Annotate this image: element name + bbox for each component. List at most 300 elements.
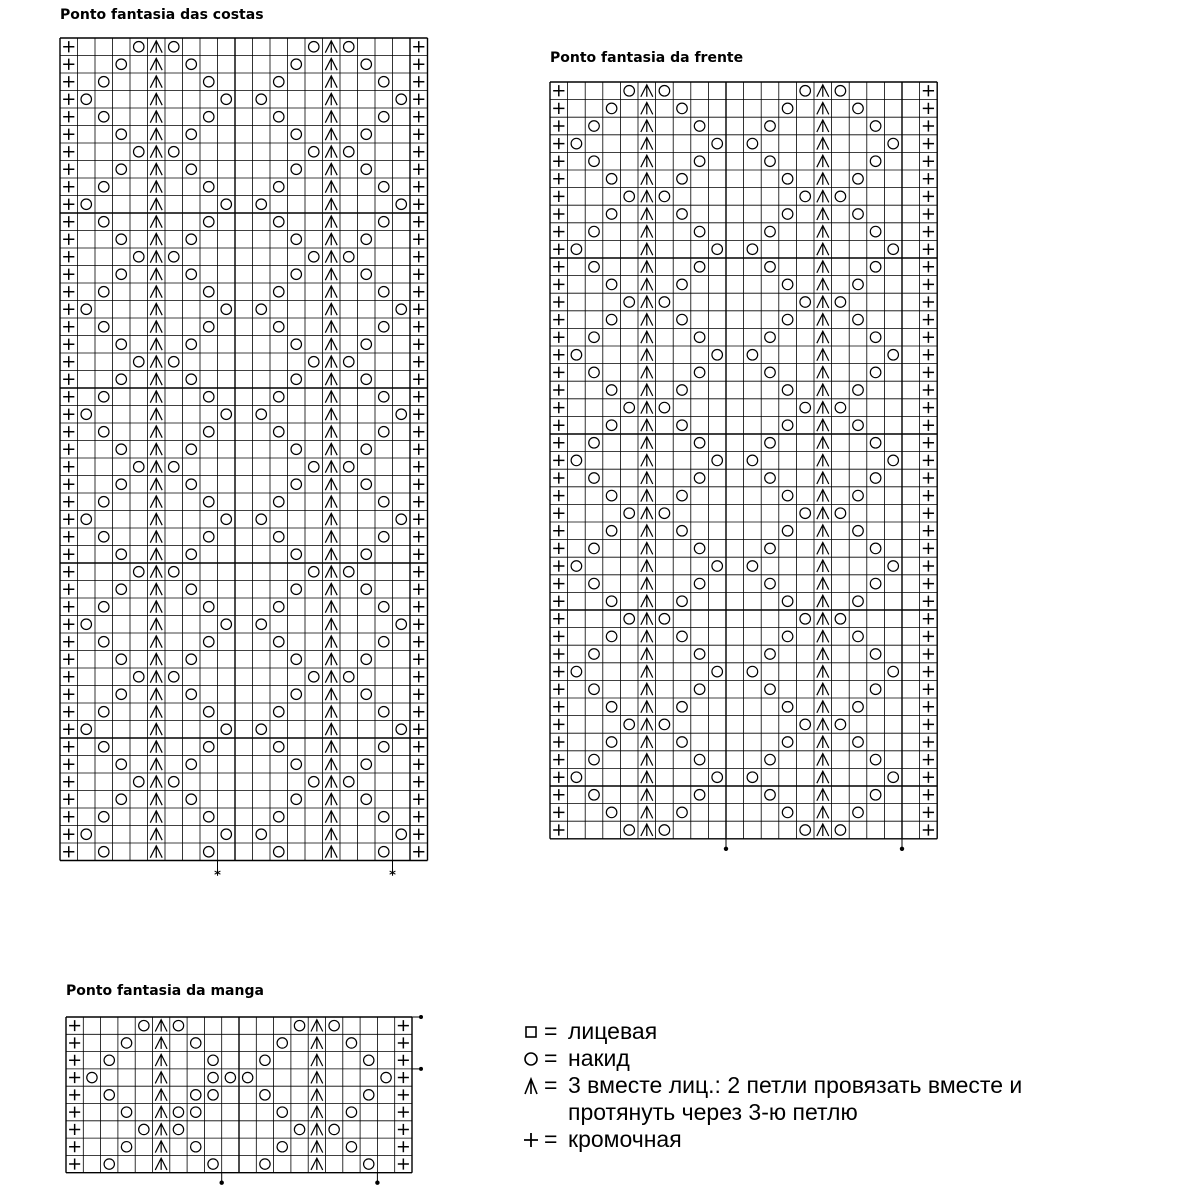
legend-equals: = bbox=[544, 1045, 558, 1071]
three-together-icon bbox=[150, 741, 162, 753]
three-together-icon bbox=[150, 391, 162, 403]
edge-stitch-icon bbox=[63, 146, 74, 157]
edge-stitch-icon bbox=[413, 829, 424, 840]
edge-stitch-icon bbox=[413, 566, 424, 577]
yarn-over-icon bbox=[104, 1159, 114, 1169]
three-together-icon bbox=[150, 58, 162, 70]
yarn-over-icon bbox=[659, 614, 670, 625]
edge-stitch-icon bbox=[413, 689, 424, 700]
three-together-icon bbox=[641, 173, 653, 185]
yarn-over-icon bbox=[694, 649, 705, 660]
yarn-over-icon bbox=[379, 77, 390, 88]
yarn-over-icon bbox=[309, 462, 320, 473]
three-together-icon bbox=[817, 736, 829, 748]
yarn-over-icon bbox=[800, 191, 811, 202]
yarn-over-icon bbox=[677, 103, 688, 114]
yarn-over-icon bbox=[186, 59, 197, 70]
yarn-over-icon bbox=[800, 508, 811, 519]
edge-stitch-icon bbox=[398, 1124, 409, 1135]
yarn-over-icon bbox=[589, 121, 600, 132]
three-together-icon bbox=[817, 226, 829, 238]
three-together-icon bbox=[325, 251, 337, 263]
yarn-over-icon bbox=[361, 234, 372, 245]
three-together-icon bbox=[325, 338, 337, 350]
edge-stitch-icon bbox=[923, 156, 934, 167]
three-together-icon bbox=[817, 630, 829, 642]
edge-stitch-icon bbox=[553, 807, 564, 818]
yarn-over-icon bbox=[571, 772, 582, 783]
yarn-over-icon bbox=[274, 742, 285, 753]
chart-title-front: Ponto fantasia da frente bbox=[550, 50, 744, 66]
yarn-over-icon bbox=[853, 490, 864, 501]
three-together-icon bbox=[325, 373, 337, 385]
yarn-over-icon bbox=[225, 1072, 235, 1082]
edge-stitch-icon bbox=[553, 261, 564, 272]
yarn-over-icon bbox=[204, 287, 215, 298]
three-together-icon bbox=[641, 648, 653, 660]
yarn-over-icon bbox=[99, 847, 110, 858]
yarn-over-icon bbox=[329, 1020, 339, 1030]
edge-stitch-icon bbox=[413, 251, 424, 262]
edge-stitch-icon bbox=[413, 636, 424, 647]
three-together-icon bbox=[325, 496, 337, 508]
yarn-over-icon bbox=[835, 825, 846, 836]
edge-stitch-icon bbox=[63, 531, 74, 542]
yarn-over-icon bbox=[274, 602, 285, 613]
edge-stitch-icon bbox=[398, 1020, 409, 1031]
yarn-over-icon bbox=[204, 217, 215, 228]
edge-stitch-icon bbox=[553, 85, 564, 96]
three-together-icon bbox=[641, 190, 653, 202]
edge-stitch-icon bbox=[63, 286, 74, 297]
three-together-icon bbox=[150, 93, 162, 105]
yarn-over-icon bbox=[888, 138, 899, 149]
yarn-over-icon bbox=[782, 420, 793, 431]
yarn-over-icon bbox=[277, 1038, 287, 1048]
yarn-over-icon bbox=[835, 614, 846, 625]
yarn-over-icon bbox=[344, 672, 355, 683]
edge-stitch-icon bbox=[63, 759, 74, 770]
three-together-icon bbox=[155, 1037, 167, 1049]
three-together-icon bbox=[817, 472, 829, 484]
three-together-icon bbox=[325, 846, 337, 858]
edge-stitch-icon bbox=[553, 120, 564, 131]
yarn-over-icon bbox=[396, 724, 407, 735]
three-together-icon bbox=[150, 548, 162, 560]
yarn-over-icon bbox=[186, 374, 197, 385]
yarn-over-icon bbox=[256, 829, 267, 840]
yarn-over-icon bbox=[121, 1038, 131, 1048]
yarn-over-icon bbox=[274, 77, 285, 88]
edge-stitch-icon bbox=[398, 1072, 409, 1083]
yarn-over-icon bbox=[870, 226, 881, 237]
yarn-over-icon bbox=[191, 1142, 201, 1152]
three-together-icon bbox=[817, 243, 829, 255]
edge-stitch-icon bbox=[63, 479, 74, 490]
yarn-over-icon bbox=[782, 702, 793, 713]
edge-stitch-icon bbox=[553, 596, 564, 607]
yarn-over-icon bbox=[379, 427, 390, 438]
three-together-icon bbox=[325, 513, 337, 525]
yarn-over-icon bbox=[835, 719, 846, 730]
yarn-over-icon bbox=[134, 357, 145, 368]
edge-stitch-icon bbox=[923, 332, 934, 343]
yarn-over-icon bbox=[606, 103, 617, 114]
yarn-over-icon bbox=[747, 244, 758, 255]
three-together-icon bbox=[641, 261, 653, 273]
yarn-over-icon bbox=[379, 742, 390, 753]
three-together-icon bbox=[641, 314, 653, 326]
yarn-over-icon bbox=[712, 138, 723, 149]
edge-stitch-icon bbox=[63, 846, 74, 857]
edge-stitch-icon bbox=[413, 391, 424, 402]
yarn-over-icon bbox=[256, 409, 267, 420]
sleeve-side-dot bbox=[419, 1067, 423, 1071]
three-together-icon bbox=[150, 303, 162, 315]
three-together-icon bbox=[325, 706, 337, 718]
three-together-icon bbox=[641, 226, 653, 238]
three-together-icon bbox=[641, 736, 653, 748]
yarn-over-icon bbox=[204, 392, 215, 403]
yarn-over-icon bbox=[694, 262, 705, 273]
three-together-icon bbox=[150, 338, 162, 350]
three-together-icon bbox=[150, 531, 162, 543]
yarn-over-icon bbox=[99, 322, 110, 333]
yarn-over-icon bbox=[134, 567, 145, 578]
yarn-over-icon bbox=[256, 514, 267, 525]
yarn-over-icon bbox=[571, 561, 582, 572]
edge-stitch-icon bbox=[553, 613, 564, 624]
yarn-over-icon bbox=[853, 314, 864, 325]
three-together-icon bbox=[150, 636, 162, 648]
yarn-over-icon bbox=[694, 543, 705, 554]
yarn-over-icon bbox=[606, 807, 617, 818]
three-together-icon bbox=[641, 683, 653, 695]
edge-stitch-icon bbox=[413, 216, 424, 227]
edge-stitch-icon bbox=[553, 472, 564, 483]
yarn-over-icon bbox=[624, 86, 635, 97]
edge-stitch-icon bbox=[63, 461, 74, 472]
yarn-over-icon bbox=[186, 269, 197, 280]
edge-stitch-icon bbox=[413, 724, 424, 735]
yarn-over-icon bbox=[694, 121, 705, 132]
yarn-over-icon bbox=[379, 707, 390, 718]
yarn-over-icon bbox=[606, 631, 617, 642]
yarn-over-icon bbox=[677, 702, 688, 713]
three-together-icon bbox=[641, 454, 653, 466]
yarn-over-icon bbox=[589, 473, 600, 484]
edge-stitch-icon bbox=[923, 631, 934, 642]
three-together-icon bbox=[325, 233, 337, 245]
edge-stitch-icon bbox=[63, 584, 74, 595]
three-together-icon bbox=[325, 128, 337, 140]
three-together-icon bbox=[325, 303, 337, 315]
front-repeat-dot bbox=[900, 847, 904, 851]
three-together-icon bbox=[325, 286, 337, 298]
edge-stitch-icon bbox=[63, 374, 74, 385]
legend-text-edge: кромочная bbox=[568, 1126, 682, 1152]
yarn-over-icon bbox=[291, 234, 302, 245]
three-together-icon bbox=[817, 806, 829, 818]
three-together-icon bbox=[325, 58, 337, 70]
yarn-over-icon bbox=[606, 174, 617, 185]
yarn-over-icon bbox=[186, 584, 197, 595]
edge-stitch-icon bbox=[413, 199, 424, 210]
yarn-over-icon bbox=[274, 217, 285, 228]
edge-stitch-icon bbox=[63, 619, 74, 630]
chart-title-back: Ponto fantasia das costas bbox=[60, 7, 264, 23]
yarn-over-icon bbox=[782, 490, 793, 501]
three-together-icon bbox=[325, 723, 337, 735]
yarn-over-icon bbox=[274, 322, 285, 333]
three-together-icon bbox=[150, 618, 162, 630]
legend-equals: = bbox=[544, 1018, 558, 1044]
yarn-over-icon bbox=[186, 234, 197, 245]
yarn-over-icon bbox=[870, 121, 881, 132]
three-together-icon bbox=[817, 102, 829, 114]
yarn-over-icon bbox=[169, 672, 180, 683]
yarn-over-icon bbox=[173, 1020, 183, 1030]
three-together-icon bbox=[817, 278, 829, 290]
yarn-over-icon bbox=[765, 473, 776, 484]
yarn-over-icon bbox=[624, 508, 635, 519]
three-together-icon bbox=[641, 490, 653, 502]
yarn-over-icon bbox=[747, 350, 758, 361]
three-together-icon bbox=[641, 806, 653, 818]
yarn-over-icon bbox=[274, 427, 285, 438]
yarn-over-icon bbox=[121, 1142, 131, 1152]
three-together-icon bbox=[817, 648, 829, 660]
three-together-icon bbox=[641, 120, 653, 132]
edge-stitch-icon bbox=[553, 332, 564, 343]
yarn-over-icon bbox=[677, 174, 688, 185]
yarn-over-icon bbox=[274, 392, 285, 403]
edge-stitch-icon bbox=[69, 1089, 80, 1100]
yarn-over-icon bbox=[116, 759, 127, 770]
yarn-over-icon bbox=[624, 297, 635, 308]
yarn-over-icon bbox=[116, 374, 127, 385]
yarn-over-icon bbox=[99, 392, 110, 403]
yarn-over-icon bbox=[173, 1124, 183, 1134]
edge-stitch-icon bbox=[923, 244, 934, 255]
three-together-icon bbox=[817, 789, 829, 801]
three-together-icon bbox=[641, 595, 653, 607]
yarn-over-icon bbox=[204, 812, 215, 823]
edge-stitch-icon bbox=[553, 772, 564, 783]
yarn-over-icon bbox=[694, 578, 705, 589]
yarn-over-icon bbox=[361, 654, 372, 665]
yarn-over-icon bbox=[344, 357, 355, 368]
edge-stitch-icon bbox=[69, 1072, 80, 1083]
edge-stitch-icon bbox=[63, 76, 74, 87]
three-together-icon bbox=[817, 754, 829, 766]
edge-stitch-icon bbox=[553, 824, 564, 835]
yarn-over-icon bbox=[712, 772, 723, 783]
edge-stitch-icon bbox=[63, 391, 74, 402]
three-together-icon bbox=[817, 771, 829, 783]
edge-stitch-icon bbox=[413, 304, 424, 315]
yarn-over-icon bbox=[186, 654, 197, 665]
yarn-over-icon bbox=[274, 847, 285, 858]
three-together-icon bbox=[641, 349, 653, 361]
edge-stitch-icon bbox=[923, 314, 934, 325]
yarn-over-icon bbox=[346, 1038, 356, 1048]
yarn-over-icon bbox=[870, 754, 881, 765]
yarn-over-icon bbox=[208, 1072, 218, 1082]
yarn-over-icon bbox=[116, 269, 127, 280]
yarn-over-icon bbox=[870, 262, 881, 273]
three-together-icon bbox=[150, 41, 162, 53]
three-together-icon bbox=[325, 671, 337, 683]
yarn-over-icon bbox=[173, 1107, 183, 1117]
edge-stitch-icon bbox=[63, 794, 74, 805]
three-together-icon bbox=[155, 1124, 167, 1136]
edge-stitch-icon bbox=[923, 384, 934, 395]
yarn-over-icon bbox=[309, 777, 320, 788]
sleeve-repeat-dot bbox=[375, 1181, 379, 1185]
three-together-icon bbox=[150, 128, 162, 140]
plus-icon bbox=[518, 1126, 544, 1153]
yarn-over-icon bbox=[291, 794, 302, 805]
three-together-icon bbox=[325, 688, 337, 700]
edge-stitch-icon bbox=[69, 1107, 80, 1118]
edge-stitch-icon bbox=[413, 146, 424, 157]
yarn-over-icon bbox=[139, 1124, 149, 1134]
three-together-icon bbox=[150, 723, 162, 735]
yarn-over-icon bbox=[204, 322, 215, 333]
edge-stitch-icon bbox=[553, 367, 564, 378]
yarn-over-icon bbox=[221, 829, 232, 840]
yarn-over-icon bbox=[186, 164, 197, 175]
yarn-over-icon bbox=[571, 244, 582, 255]
edge-stitch-icon bbox=[63, 321, 74, 332]
edge-stitch-icon bbox=[923, 719, 934, 730]
yarn-over-icon bbox=[677, 209, 688, 220]
edge-stitch-icon bbox=[413, 549, 424, 560]
edge-stitch-icon bbox=[553, 508, 564, 519]
three-together-icon bbox=[150, 76, 162, 88]
yarn-over-icon bbox=[589, 367, 600, 378]
yarn-over-icon bbox=[853, 209, 864, 220]
yarn-over-icon bbox=[747, 666, 758, 677]
yarn-over-icon bbox=[169, 147, 180, 158]
yarn-over-icon bbox=[835, 402, 846, 413]
edge-stitch-icon bbox=[413, 356, 424, 367]
yarn-over-icon bbox=[309, 672, 320, 683]
yarn-over-icon bbox=[782, 596, 793, 607]
legend bbox=[518, 1018, 1178, 1153]
three-together-icon bbox=[817, 190, 829, 202]
edge-stitch-icon bbox=[63, 811, 74, 822]
edge-stitch-icon bbox=[553, 402, 564, 413]
yarn-over-icon bbox=[291, 479, 302, 490]
yarn-over-icon bbox=[256, 724, 267, 735]
chart-back-grid bbox=[60, 38, 448, 884]
edge-stitch-icon bbox=[398, 1037, 409, 1048]
yarn-over-icon bbox=[606, 702, 617, 713]
edge-stitch-icon bbox=[553, 701, 564, 712]
edge-stitch-icon bbox=[413, 846, 424, 857]
three-together-icon bbox=[325, 566, 337, 578]
three-together-icon bbox=[150, 776, 162, 788]
three-together-icon bbox=[150, 268, 162, 280]
yarn-over-icon bbox=[765, 226, 776, 237]
edge-stitch-icon bbox=[553, 191, 564, 202]
yarn-over-icon bbox=[169, 462, 180, 473]
three-together-icon bbox=[155, 1141, 167, 1153]
three-together-icon bbox=[150, 181, 162, 193]
yarn-over-icon bbox=[309, 147, 320, 158]
three-together-icon bbox=[641, 384, 653, 396]
yarn-over-icon bbox=[361, 374, 372, 385]
yarn-over-icon bbox=[81, 829, 92, 840]
edge-stitch-icon bbox=[69, 1055, 80, 1066]
yarn-over-icon bbox=[677, 279, 688, 290]
yarn-over-icon bbox=[853, 103, 864, 114]
yarn-over-icon bbox=[712, 561, 723, 572]
three-together-icon bbox=[641, 208, 653, 220]
edge-stitch-icon bbox=[63, 181, 74, 192]
yarn-over-icon bbox=[765, 578, 776, 589]
yarn-over-icon bbox=[256, 94, 267, 105]
three-together-icon bbox=[817, 85, 829, 97]
edge-stitch-icon bbox=[63, 566, 74, 577]
three-together-icon bbox=[325, 478, 337, 490]
three-together-icon bbox=[641, 718, 653, 730]
three-together-icon bbox=[325, 531, 337, 543]
edge-stitch-icon bbox=[413, 41, 424, 52]
edge-stitch-icon bbox=[63, 339, 74, 350]
legend-item-edge bbox=[518, 1126, 1178, 1153]
edge-stitch-icon bbox=[553, 156, 564, 167]
yarn-over-icon bbox=[379, 112, 390, 123]
edge-stitch-icon bbox=[923, 525, 934, 536]
three-together-icon bbox=[155, 1054, 167, 1066]
yarn-over-icon bbox=[765, 438, 776, 449]
three-together-icon bbox=[641, 155, 653, 167]
edge-stitch-icon bbox=[553, 244, 564, 255]
three-together-icon bbox=[325, 426, 337, 438]
yarn-over-icon bbox=[99, 287, 110, 298]
edge-stitch-icon bbox=[63, 199, 74, 210]
yarn-over-icon bbox=[344, 777, 355, 788]
edge-stitch-icon bbox=[923, 472, 934, 483]
yarn-over-icon bbox=[870, 473, 881, 484]
edge-stitch-icon bbox=[923, 279, 934, 290]
yarn-over-icon bbox=[277, 1142, 287, 1152]
yarn-over-icon bbox=[361, 339, 372, 350]
yarn-over-icon bbox=[379, 602, 390, 613]
yarn-over-icon bbox=[677, 807, 688, 818]
yarn-over-icon bbox=[256, 619, 267, 630]
yarn-over-icon bbox=[208, 1090, 218, 1100]
edge-stitch-icon bbox=[413, 374, 424, 385]
edge-stitch-icon bbox=[553, 208, 564, 219]
edge-stitch-icon bbox=[398, 1055, 409, 1066]
three-together-icon bbox=[817, 595, 829, 607]
edge-stitch-icon bbox=[413, 444, 424, 455]
yarn-over-icon bbox=[364, 1159, 374, 1169]
edge-stitch-icon bbox=[923, 261, 934, 272]
yarn-over-icon bbox=[606, 737, 617, 748]
yarn-over-icon bbox=[260, 1159, 270, 1169]
yarn-over-icon bbox=[291, 759, 302, 770]
yarn-over-icon bbox=[782, 103, 793, 114]
edge-stitch-icon bbox=[63, 234, 74, 245]
edge-stitch-icon bbox=[413, 794, 424, 805]
edge-stitch-icon bbox=[69, 1020, 80, 1031]
yarn-over-icon bbox=[291, 59, 302, 70]
